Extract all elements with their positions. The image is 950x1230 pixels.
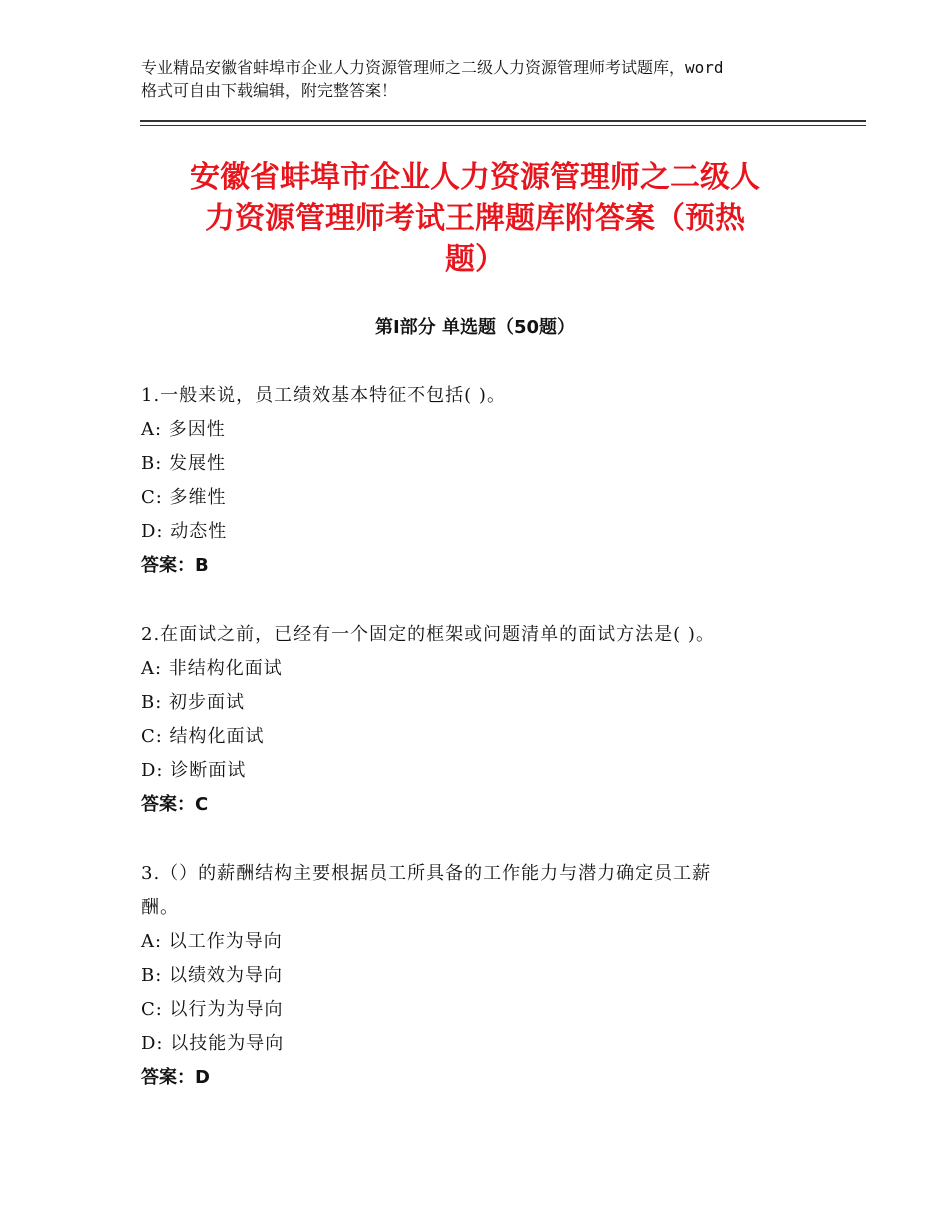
header-note-line-2: 格式可自由下载编辑，附完整答案！ (141, 81, 398, 100)
option-d: D: 以技能为导向 (141, 1033, 285, 1054)
header-note (141, 56, 831, 102)
question-2 (141, 618, 841, 822)
section-title: 第Ⅰ部分 单选题（50题） (374, 317, 575, 338)
question-stem: 3.（）的薪酬结构主要根据员工所具备的工作能力与潜力确定员工薪 (141, 863, 712, 884)
option-c: C: 以行为为导向 (141, 999, 284, 1020)
document-title (120, 157, 830, 280)
question-1 (141, 379, 841, 583)
option-c: C: 多维性 (141, 487, 227, 508)
header-note-line-1: 专业精品安徽省蚌埠市企业人力资源管理师之二级人力资源管理师考试题库，word (141, 58, 724, 77)
document-title-line-1: 安徽省蚌埠市企业人力资源管理师之二级人 (190, 160, 760, 195)
document-title-line-2: 力资源管理师考试王牌题库附答案（预热 (205, 201, 745, 236)
question-stem: 2.在面试之前，已经有一个固定的框架或问题清单的面试方法是( )。 (141, 624, 715, 645)
question-3 (141, 857, 841, 1095)
document-title-line-3: 题） (445, 242, 505, 277)
option-b: B: 以绩效为导向 (141, 965, 284, 986)
question-stem-continued: 酬。 (141, 897, 179, 918)
header-divider-thick (140, 120, 866, 122)
answer: 答案：C (141, 794, 209, 815)
answer: 答案：D (141, 1067, 210, 1088)
option-b: B: 初步面试 (141, 692, 246, 713)
option-d: D: 诊断面试 (141, 760, 247, 781)
option-b: B: 发展性 (141, 453, 227, 474)
option-a: A: 非结构化面试 (141, 658, 283, 679)
option-a: A: 多因性 (141, 419, 226, 440)
question-stem: 1.一般来说，员工绩效基本特征不包括( )。 (141, 385, 506, 406)
option-d: D: 动态性 (141, 521, 228, 542)
option-c: C: 结构化面试 (141, 726, 265, 747)
answer: 答案：B (141, 555, 209, 576)
option-a: A: 以工作为导向 (141, 931, 283, 952)
header-divider-thin (140, 125, 866, 126)
